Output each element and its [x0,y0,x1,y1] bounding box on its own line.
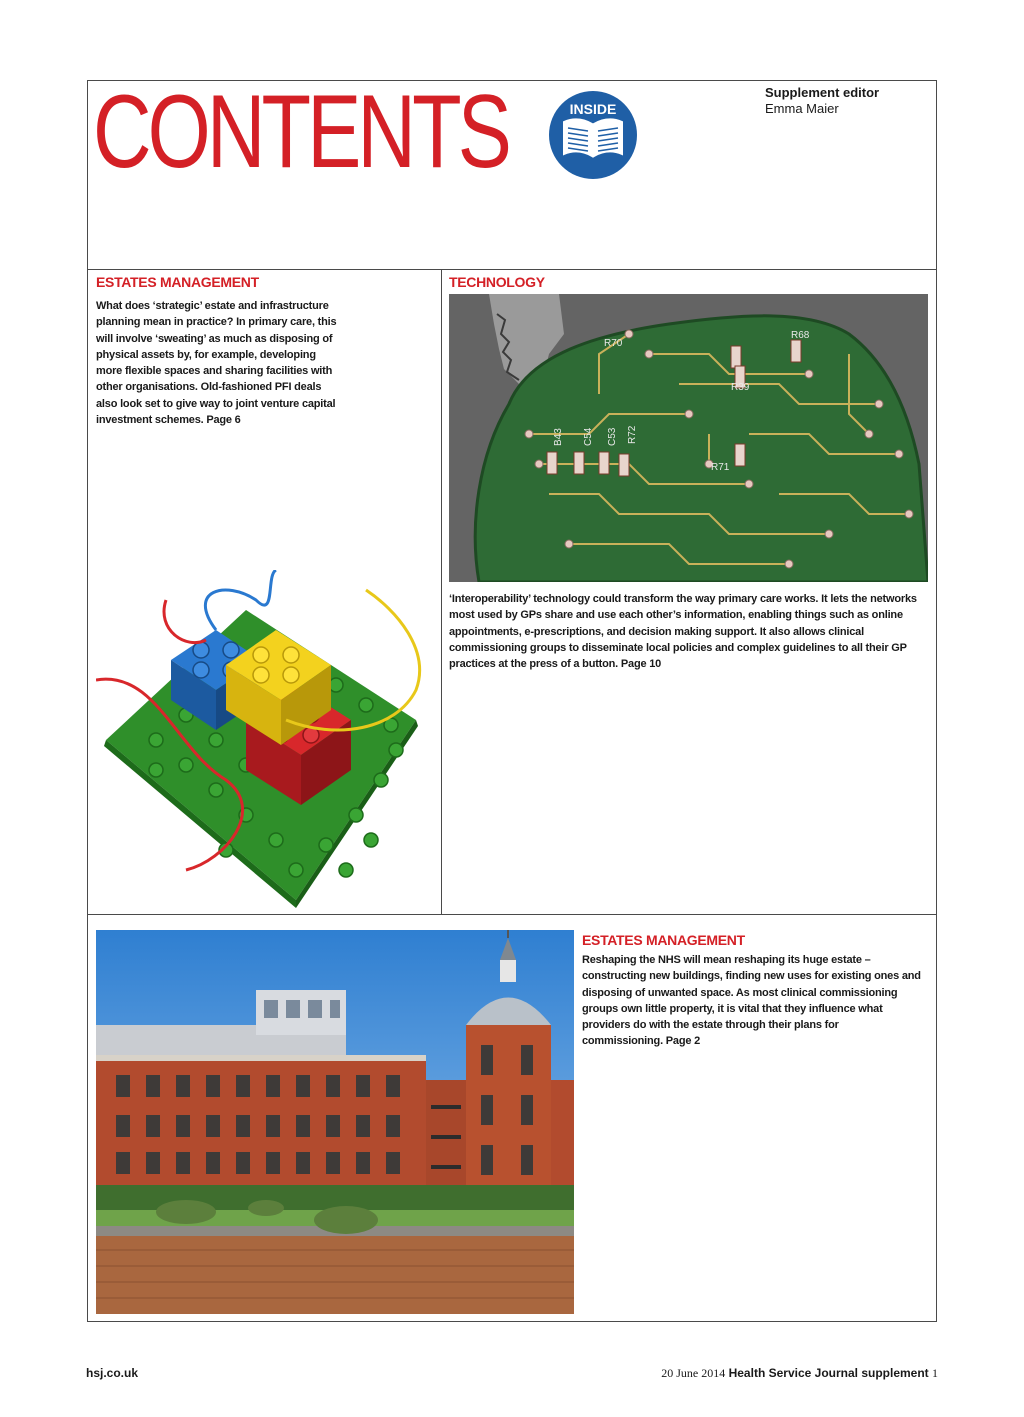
circuit-body-image [449,294,928,582]
hospital-building-image [96,930,574,1314]
footer-publication: Health Service Journal supplement [728,1366,929,1380]
chip-label: C54 [583,427,594,446]
footer-site: hsj.co.uk [86,1366,139,1380]
chip-label: R68 [791,330,810,341]
footer-page-number: 1 [932,1366,938,1380]
section-heading-estates-1: ESTATES MANAGEMENT [96,274,259,290]
badge-label: INSIDE [569,101,617,117]
section-text-estates-1: What does ‘strategic’ estate and infrastructure planning mean in practice? In primary care, this will involve ‘sweating’ as much as disposing of physical assets by, for example, developing more flexible spaces and sharing facilities with other organisations. Old-fashioned PFI deals also look set to give way to joint venture capital investment schemes. Page 6 [96,300,337,427]
open-book-icon [564,119,622,156]
chip-label: R70 [604,338,623,349]
section-heading-technology: TECHNOLOGY [449,274,545,290]
page-title: CONTENTS [93,74,508,190]
lego-bricks-image [96,570,436,910]
inside-badge [548,90,638,180]
column-divider [441,269,442,914]
section-text-estates-2: Reshaping the NHS will mean reshaping its huge estate – constructing new buildings, finding new uses for existing ones and disposing of unwanted space. As most clinical commissioning groups own little property, it is vital that they influence what providers do with the estate through their plans for commissioning. Page 2 [582,954,921,1048]
editor-name: Emma Maier [765,101,839,116]
footer-date: 20 June 2014 [661,1366,726,1380]
header-divider [87,269,937,270]
chip-label: B43 [553,428,564,446]
chip-label: R72 [627,425,638,444]
chip-label: R39 [731,382,750,393]
footer-info [661,1366,938,1381]
section-text-technology: ‘Interoperability’ technology could transform the way primary care works. It lets the networks most used by GPs share and use each other’s information, enabling things such as online appointments, e-prescriptions, and decision making support. It also allows clinical commissioning groups to disseminate local policies and complex guidelines to all their GP practices at the press of a button. Page 10 [449,593,917,671]
chip-label: R71 [711,462,730,473]
row-divider [87,914,937,915]
editor-label: Supplement editor [765,85,880,100]
chip-label: C53 [607,427,618,446]
section-heading-estates-2: ESTATES MANAGEMENT [582,932,745,948]
